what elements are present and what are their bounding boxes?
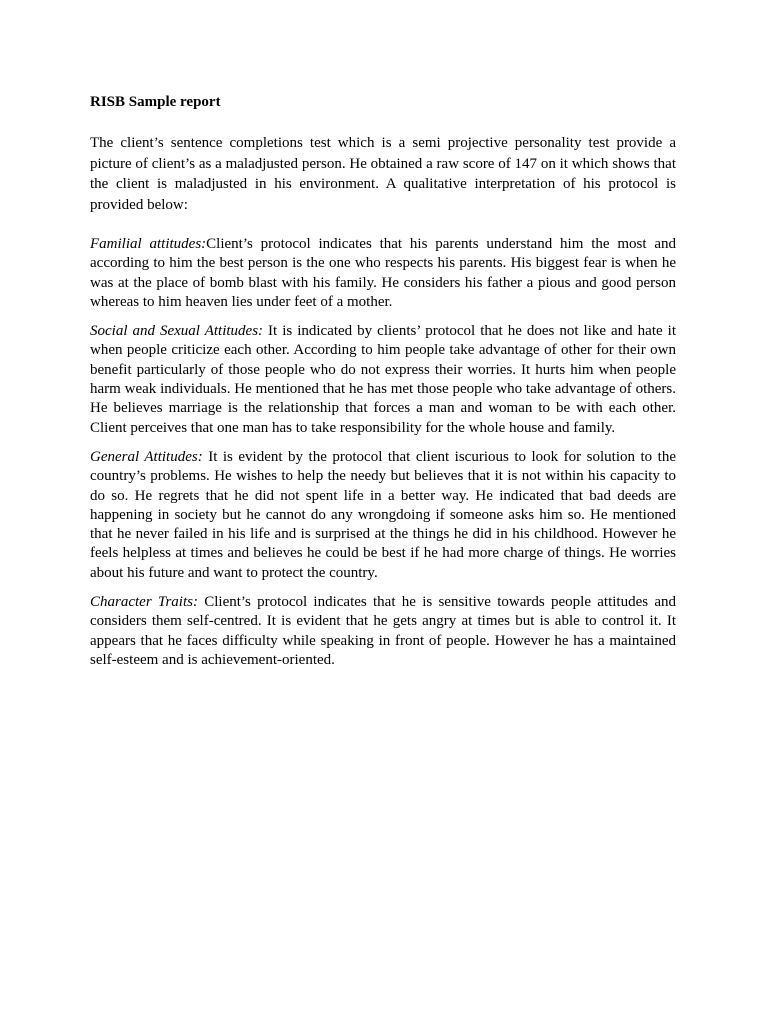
section-body: Client’s protocol indicates that he is sensitive towards people attitudes and considers them self-centred. It is evident that he gets angry at times but is able to control it. It appears that he faces difficulty while speaking in front of people. However he has a maintained self-esteem and is achievement-oriented.: [90, 594, 676, 668]
section-body: It is evident by the protocol that client iscurious to look for solution to the country’s problems. He wishes to help the needy but believes that it is not within his capacity to do so. He regrets that he did not spent life in a better way. He indicated that bad deeds are happening in society but he cannot do any wrongdoing if someone asks him so. He mentioned that he never failed in his life and is surprised at the things he did in his childhood. However he feels helpless at times and believes he could be best if he had more charge of things. He worries about his future and want to protect the country.: [90, 448, 676, 581]
section-heading: General Attitudes:: [90, 448, 203, 465]
section-body: It is indicated by clients’ protocol that he does not like and hate it when people criticize each other. According to him people take advantage of other for their own benefit particularly of those people who do not express their worries. It hurts him when people harm weak individuals. He mentioned that he has met those people who take advantage of others. He believes marriage is the relationship that forces a man and woman to be with each other. Client perceives that one man has to take responsibility for the whole house and family.: [90, 323, 676, 436]
section-general-attitudes: [90, 448, 676, 583]
section-body: Client’s protocol indicates that his parents understand him the most and according to him the best person is the one who respects his parents. His biggest fear is when he was at the place of bomb blast with his family. He considers his father a pious and good person whereas to him heaven lies under feet of a mother.: [90, 236, 676, 310]
section-heading: Social and Sexual Attitudes:: [90, 323, 264, 340]
document-title: RISB Sample report: [90, 94, 221, 110]
section-heading: Character Traits:: [90, 594, 198, 611]
section-familial-attitudes: [90, 235, 676, 312]
section-social-sexual-attitudes: [90, 322, 676, 438]
section-heading: Familial attitudes:: [90, 236, 207, 252]
section-character-traits: [90, 593, 676, 670]
report-sections: [90, 235, 676, 680]
intro-paragraph: The client’s sentence completions test which is a semi projective personality test provide a picture of client’s as a maladjusted person. He obtained a raw score of 147 on it which shows that the client is maladjusted in his environment. A qualitative interpretation of his protocol is provided below:: [90, 135, 676, 213]
